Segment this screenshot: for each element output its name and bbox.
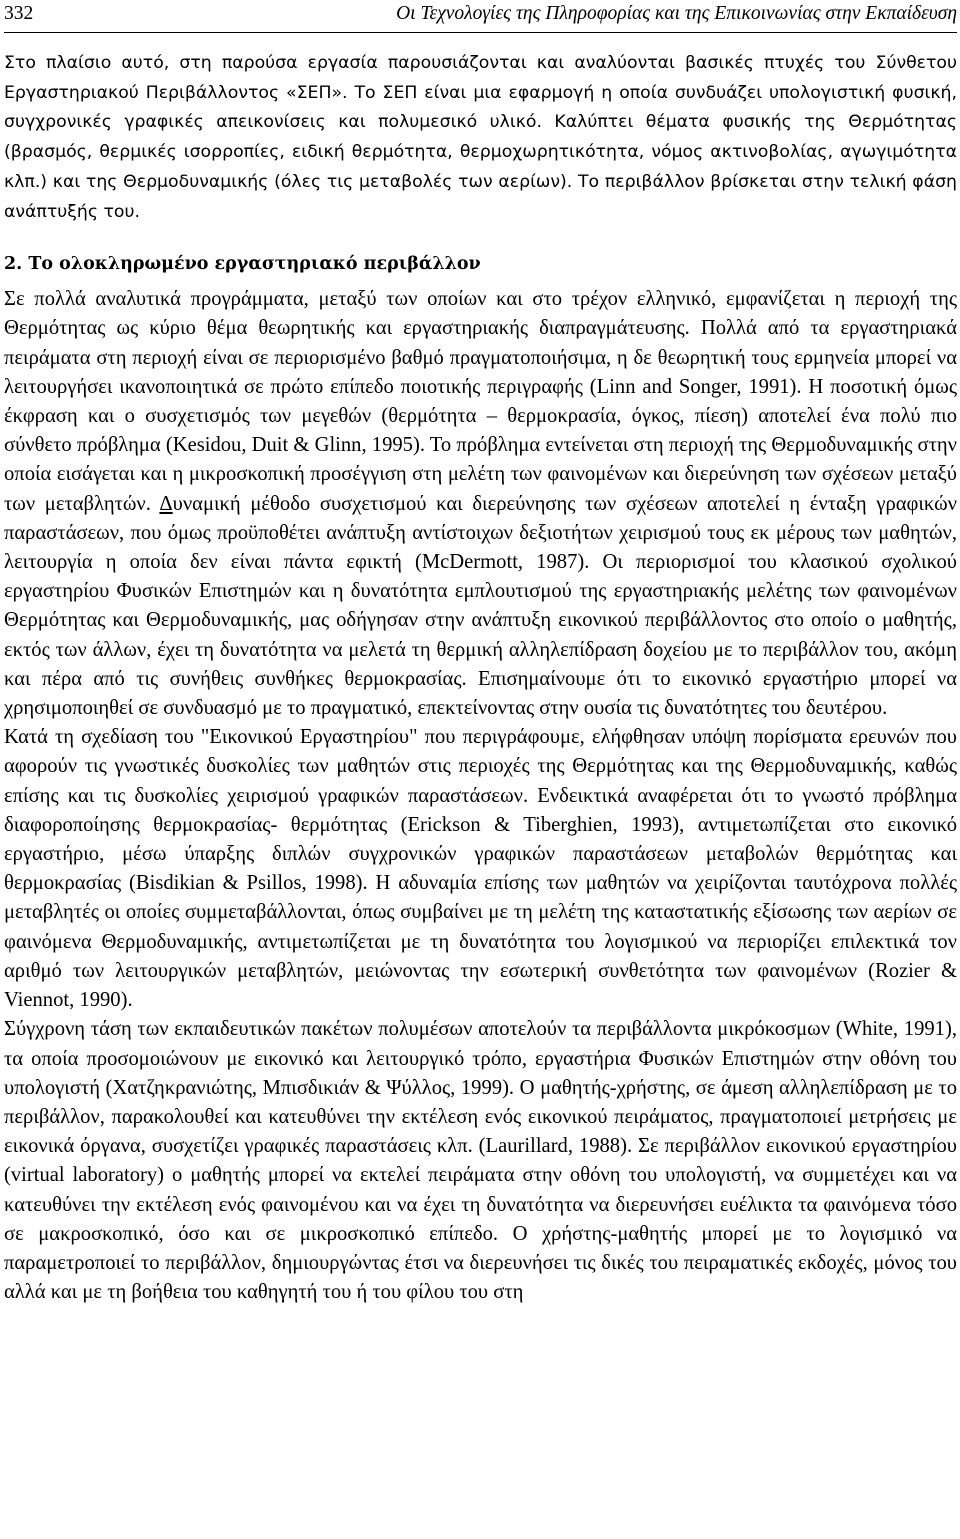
body-paragraph-1-part-1: Σε πολλά αναλυτικά προγράμματα, μεταξύ των οποίων και στο τρέχον ελληνικό, εμφανίζεται η περιοχή της Θερμότητας ως κύριο θέμα θεωρητικής και εργαστηριακής διαπραγμάτευσης. Πολλά από τα εργαστηριακά πειράματα στη περιοχή είναι σε περιορισμένο βαθμό πραγματοποιήσιμα, η δε θεωρητική τους ερμηνεία μπορεί να λειτουργήσει ικανοποιητικά σε πρώτο επίπεδο ποιοτικής περιγραφής (Linn and Songer, 1991). Η ποσοτική όμως έκφραση και ο συσχετισμός των μεγεθών (θερμότητα – θερμοκρασία, όγκος, πίεση) αποτελεί ένα πολύ πιο σύνθετο πρόβλημα (Kesidou, Duit & Glinn, 1995). Το πρόβλημα εντείνεται στη περιοχή της Θερμοδυναμικής στην οποία εισάγεται και η μικροσκοπική προσέγγιση στη μελέτη των φαινομένων και διερεύνηση των σχέσεων μεταξύ των μεταβλητών.: [4, 288, 957, 515]
section-heading: 2. Το ολοκληρωμένο εργαστηριακό περιβάλλον: [4, 254, 481, 275]
document-page: [4, 0, 957, 1539]
body-paragraph-1-part-2: υναμική μέθοδο συσχετισμού και διερεύνησης των σχέσεων αποτελεί η ένταξη γραφικών παραστάσεων, που όμως προϋποθέτει ανάπτυξη αντίστοιχων δεξιοτήτων χειρισμού τους εκ μέρους των μαθητών, λειτουργία η οποία δεν είναι πάντα εφικτή (McDermott, 1987). Οι περιορισμοί του κλασικού σχολικού εργαστηρίου Φυσικών Επιστημών και η δυνατότητα εμπλουτισμού της εργαστηριακής μελέτης των φαινομένων Θερμότητας και Θερμοδυναμικής, μας οδήγησαν στην ανάπτυξη εικονικού περιβάλλοντος στο οποίο ο μαθητής, εκτός των άλλων, έχει τη δυνατότητα να μελετά τη θερμική αλληλεπίδραση δοχείου με το περιβάλλον του, ακόμη και πέρα από τις συνήθεις συνθήκες θερμοκρασίας. Επισημαίνουμε ότι το εικονικό εργαστήριο μπορεί να χρησιμοποιηθεί σε συνδυασμό με το πραγματικό, επεκτείνοντας στην ουσία τις δυνατότητες του δευτέρου.: [4, 492, 957, 720]
running-header-title: Οι Τεχνολογίες της Πληροφορίας και της Επικοινωνίας στην Εκπαίδευση: [396, 3, 957, 24]
body-paragraph-2: Κατά τη σχεδίαση του "Εικονικού Εργαστηρίου" που περιγράφουμε, ελήφθησαν υπόψη πορίσματα ερευνών που αφορούν τις γνωστικές δυσκολίες των μαθητών στις περιοχές της Θερμότητας και της Θερμοδυναμικής, καθώς επίσης και τις δυσκολίες χειρισμού γραφικών παραστάσεων. Ενδεικτικά αναφέρεται ότι το γνωστό πρόβλημα διαφοροποίησης θερμοκρασίας- θερμότητας (Erickson & Tiberghien, 1993), αντιμετωπίζεται στο εικονικό εργαστήριο, μέσω ύπαρξης διπλών συγχρονικών γραφικών παραστάσεων μεταβολών θερμότητας και θερμοκρασίας (Bisdikian & Psillos, 1998). Η αδυναμία επίσης των μαθητών να χειρίζονται ταυτόχρονα πολλές μεταβλητές οι οποίες συμμεταβάλλονται, όπως συμβαίνει με τη μελέτη της καταστατικής εξίσωσης των αερίων σε φαινόμενα Θερμοδυναμικής, αντιμετωπίζεται με τη δυνατότητα του λογισμικού να περιορίζει επιλεκτικά τον αριθμό των λειτουργικών μεταβλητών, μειώνοντας την εσωτερική συνθετότητα των φαινομένων (Rozier & Viennot, 1990).: [4, 726, 957, 1012]
page-number: 332: [4, 3, 34, 24]
underlined-letter: Δ: [159, 492, 173, 515]
body-paragraph-1: [4, 285, 957, 723]
body-paragraph-3: Σύγχρονη τάση των εκπαιδευτικών πακέτων πολυμέσων αποτελούν τα περιβάλλοντα μικρόκοσμων (White, 1991), τα οποία προσομοιώνουν με εικονικό και λειτουργικό τρόπο, εργαστήρια Φυσικών Επιστημών στην οθόνη του υπολογιστή (Χατζηκρανιώτης, Μπισδικιάν & Ψύλλος, 1999). Ο μαθητής-χρήστης, σε άμεση αλληλεπίδραση με το περιβάλλον, παρακολουθεί και κατευθύνει την εκτέλεση ενός εικονικού πειράματος, πραγματοποιεί μετρήσεις με εικονικά όργανα, συσχετίζει γραφικές παραστάσεις κλπ. (Laurillard, 1988). Σε περιβάλλον εικονικού εργαστηρίου (virtual laboratory) ο μαθητής μπορεί να εκτελεί πειράματα στην οθόνη του υπολογιστή, να συμμετέχει και να κατευθύνει την εκτέλεση ενός φαινομένου και να έχει τη δυνατότητα να διερευνήσει ευέλικτα τα φαινόμενα τόσο σε μακροσκοπικό, όσο και σε μικροσκοπικό επίπεδο. Ο χρήστης-μαθητής μπορεί με το λογισμικό να παραμετροποιεί το περιβάλλον, δημιουργώντας έτσι να διερευνήσει τις δικές του πειραματικές εκδοχές, μόνος του αλλά και με τη βοήθεια του καθηγητή του ή του φίλου του στη: [4, 1018, 957, 1304]
intro-paragraph: Στο πλαίσιο αυτό, στη παρούσα εργασία παρουσιάζονται και αναλύονται βασικές πτυχές του Σύνθετου Εργαστηριακού Περιβάλλοντος «ΣΕΠ». Το ΣΕΠ είναι μια εφαρμογή η οποία συνδυάζει υπολογιστική φυσική, συγχρονικές γραφικές απεικονίσεις και πολυμεσικό υλικό. Καλύπτει θέματα φυσικής της Θερμότητας (βρασμός, θερμικές ισορροπίες, ειδική θερμότητα, θερμοχωρητικότητα, νόμος ακτινοβολίας, αγωγιμότητα κλπ.) και της Θερμοδυναμικής (όλες τις μεταβολές των αερίων). Το περιβάλλον βρίσκεται στην τελική φάση ανάπτυξής του.: [4, 53, 957, 222]
running-header: [4, 0, 957, 33]
